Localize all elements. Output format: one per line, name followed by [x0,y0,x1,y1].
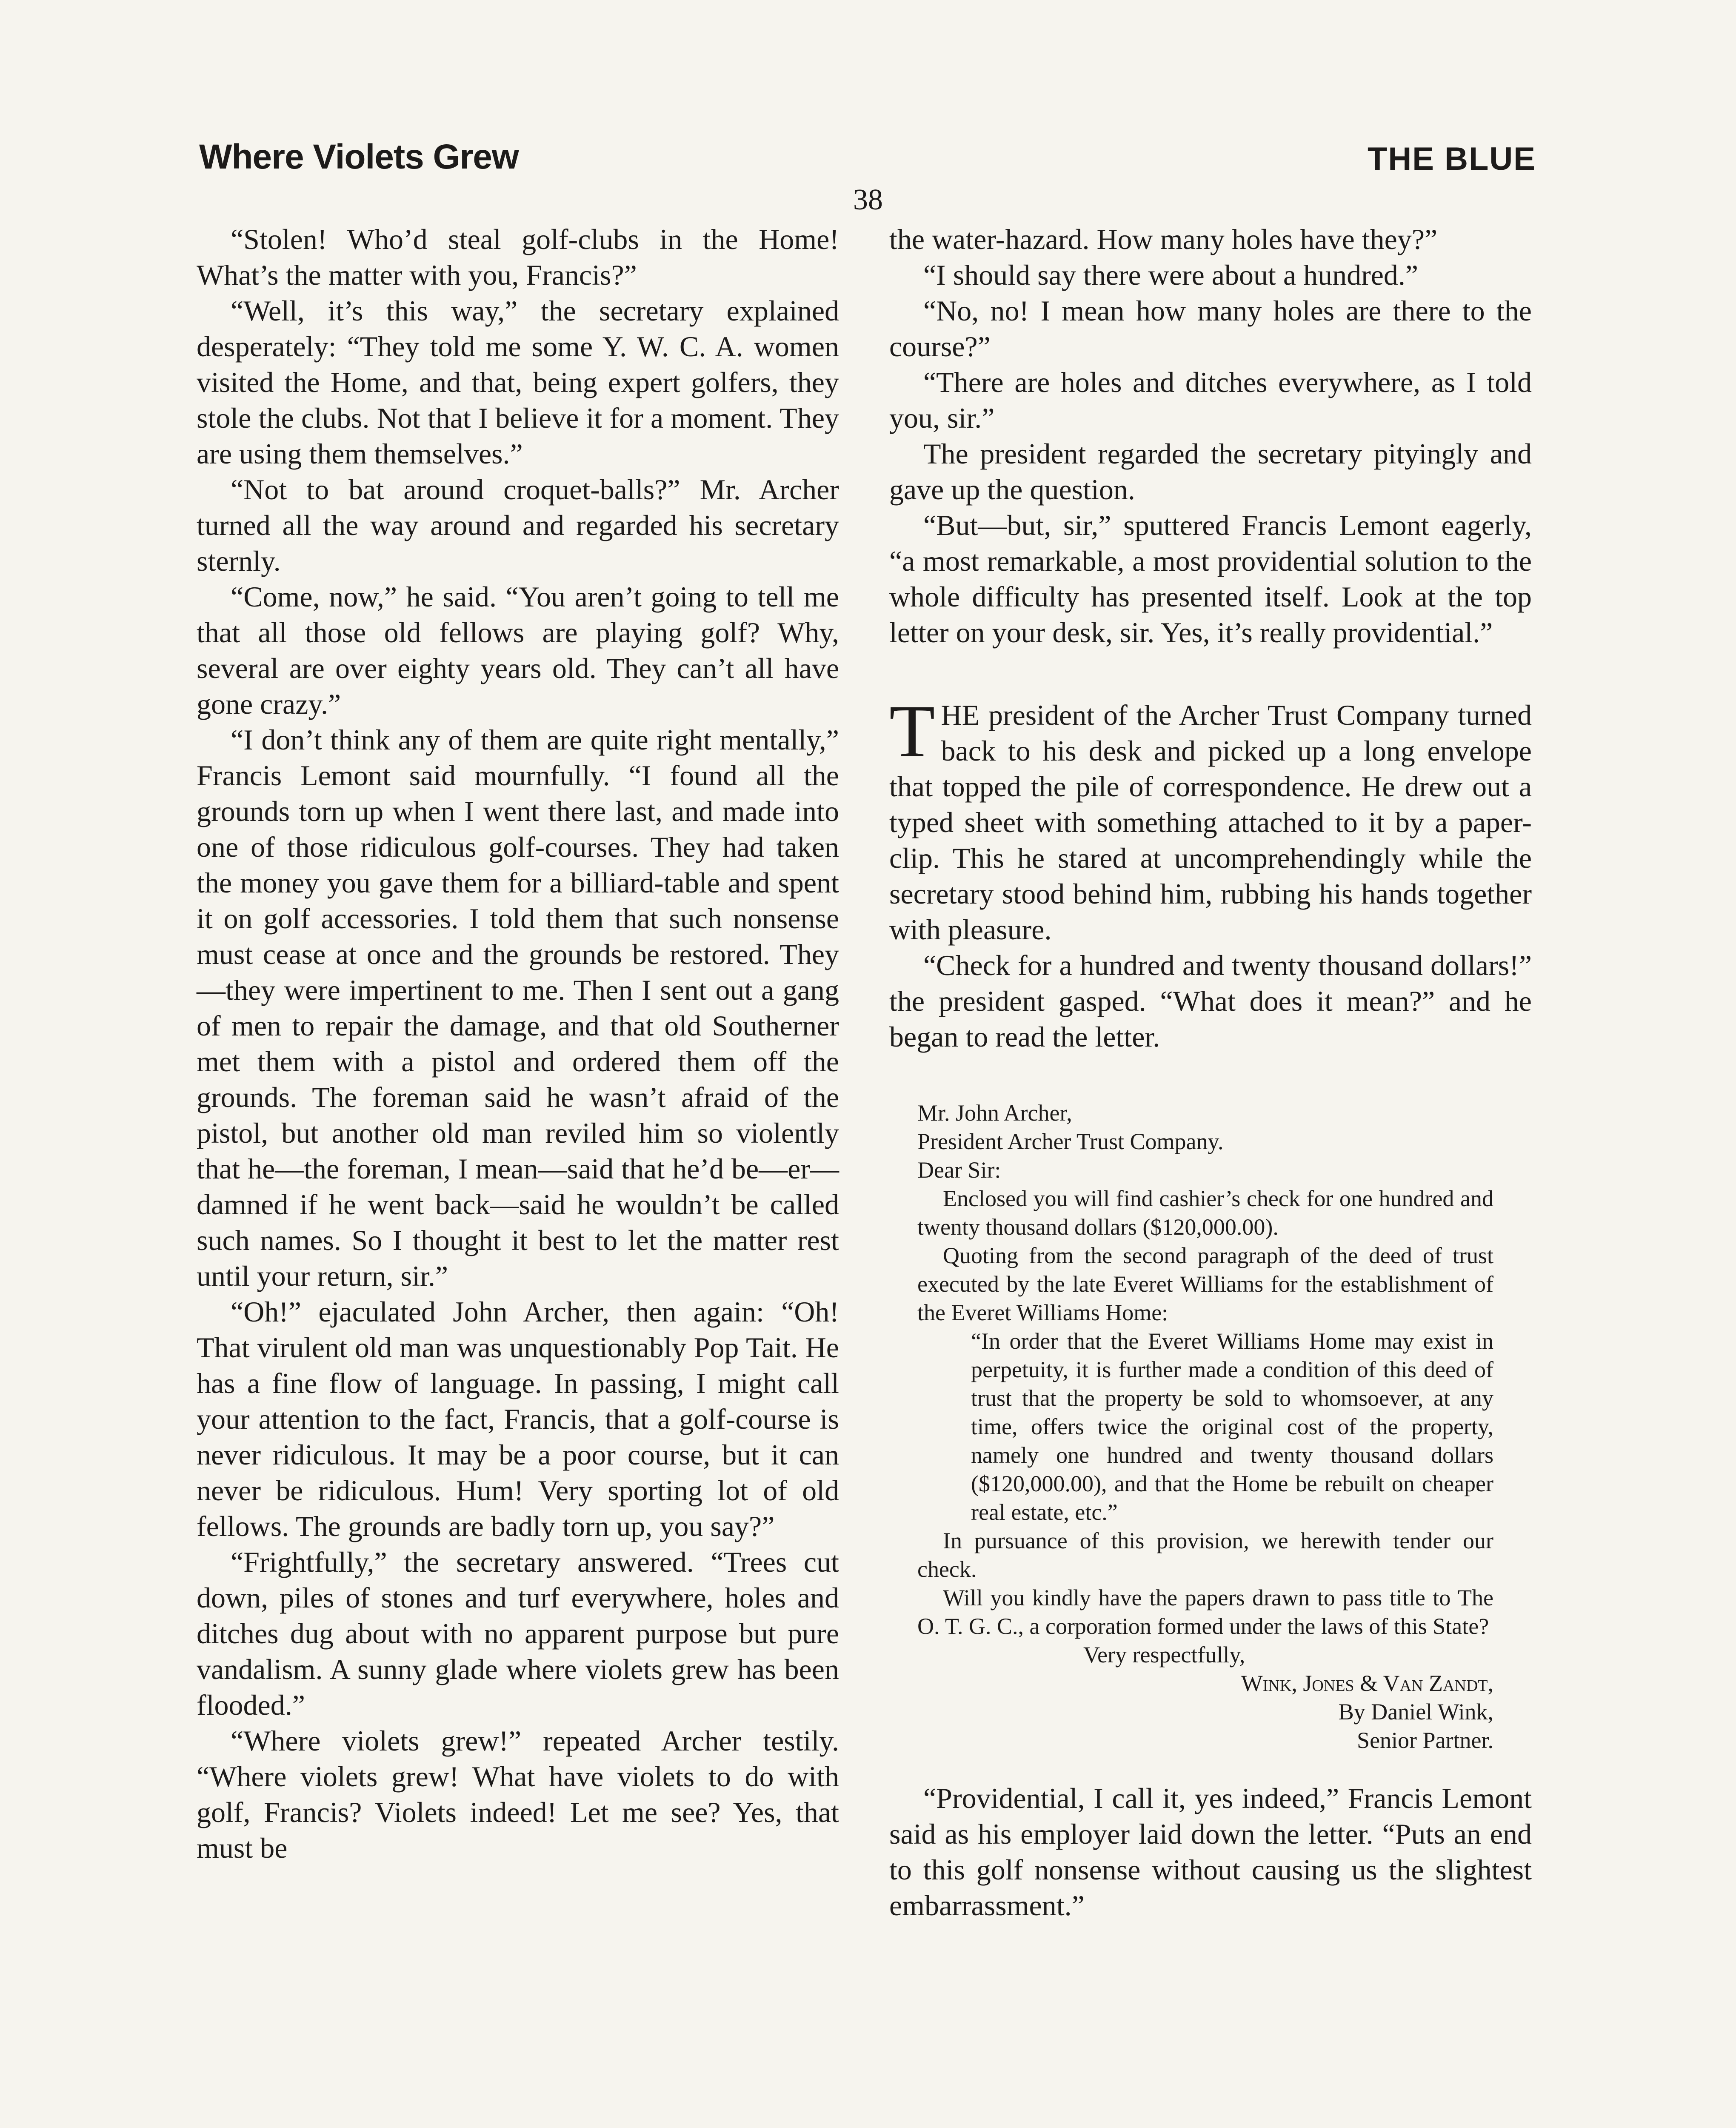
section-text: HE president of the Archer Trust Company turned back to his desk and picked up a long envelope that topped the pile of correspondence. He drew out a typed sheet with something attached to it by a paper-clip. This he stared at uncomprehendingly while the secretary stood behind him, rubbing his hands together with pleasure. [889,699,1532,946]
page-number: 38 [853,183,883,216]
letter-signer-title: Senior Partner. [1357,1728,1493,1753]
letter-paragraph: Will you kindly have the papers drawn to pass title to The O. T. G. C., a corporation formed under the laws of this State? [917,1585,1493,1639]
paragraph: The president regarded the secretary pityingly and gave up the question. [889,438,1532,506]
paragraph: the water-hazard. How many holes have they?” [889,223,1438,255]
letter-signer: By Daniel Wink, [1338,1699,1493,1725]
magazine-name: THE BLUE [1368,141,1536,177]
paragraph: “There are holes and ditches everywhere, as I told you, sir.” [889,366,1532,434]
left-column [197,221,839,1866]
paragraph: “Well, it’s this way,” the secretary explained desperately: “They told me some Y. W. C. A. women visited the Home, and that, being expert golfers, they stole the clubs. Not that I believe it for a moment. They are using them themselves.” [197,295,839,470]
story-title: Where Violets Grew [199,137,519,176]
paragraph: “No, no! I mean how many holes are there to the course?” [889,295,1532,363]
paragraph: “Frightfully,” the secretary answered. “Trees cut down, piles of stones and turf everywhere, holes and ditches dug about with no apparent purpose but pure vandalism. A sunny glade where violets grew has been flooded.” [197,1546,839,1721]
letter-closing: Very respectfully, [1083,1642,1245,1668]
paragraph: “But—but, sir,” sputtered Francis Lemont eagerly, “a most remarkable, a most providential solution to the whole difficulty has presented itself. Look at the top letter on your desk, sir. Yes, it’s really providential.” [889,509,1532,649]
letter-addressee: Mr. John Archer, [917,1100,1072,1126]
section-opening-paragraph [889,690,1532,947]
paragraph: “I should say there were about a hundred.” [923,259,1419,291]
quoted-letter [917,1099,1493,1755]
paragraph: “Oh!” ejaculated John Archer, then again: “Oh! That virulent old man was unquestionably Pop Tait. He has a fine flow of language. In passing, I might call your attention to the fact, Francis, that a golf-course is never ridiculous. It may be a poor course, but it can never be ridiculous. Hum! Very sporting lot of old fellows. The grounds are badly torn up, you say?” [197,1296,839,1542]
letter-firm: Wink, Jones & Van Zandt, [1241,1670,1493,1696]
letter-paragraph: In pursuance of this provision, we herewith tender our check. [917,1528,1493,1582]
drop-cap: T [889,690,935,773]
letter-paragraph: Quoting from the second paragraph of the deed of trust executed by the late Everet Williams for the establishment of the Everet Williams Home: [917,1243,1493,1325]
paragraph: “Where violets grew!” repeated Archer testily. “Where violets grew! What have violets to do with golf, Francis? Violets indeed! Let me see? Yes, that must be [197,1725,839,1864]
right-column [889,221,1532,1923]
letter-salutation: Dear Sir: [917,1157,1001,1183]
paragraph: “Come, now,” he said. “You aren’t going to tell me that all those old fellows are playing golf? Why, several are over eighty years old. They can’t all have gone crazy.” [197,581,839,720]
paragraph: “Stolen! Who’d steal golf-clubs in the Home! What’s the matter with you, Francis?” [197,223,839,291]
paragraph: “Not to bat around croquet-balls?” Mr. Archer turned all the way around and regarded his secretary sternly. [197,473,839,577]
letter-paragraph: Enclosed you will find cashier’s check for one hundred and twenty thousand dollars ($120,000.00). [917,1186,1493,1240]
paragraph: “Check for a hundred and twenty thousand dollars!” the president gasped. “What does it mean?” and he began to read the letter. [889,949,1532,1053]
letter-addressee-title: President Archer Trust Company. [917,1129,1224,1154]
paragraph: “Providential, I call it, yes indeed,” Francis Lemont said as his employer laid down the letter. “Puts an end to this golf nonsense without causing us the slightest embarrassment.” [889,1782,1532,1922]
letter-quotation: “In order that the Everet Williams Home may exist in perpetuity, it is further made a condition of this deed of trust that the property be sold to whomsoever, at any time, offers twice the original cost of the property, namely one hundred and twenty thousand dollars ($120,000.00), and that the Home be rebuilt on cheaper real estate, etc.” [971,1328,1493,1525]
paragraph: “I don’t think any of them are quite right mentally,” Francis Lemont said mournfully. “I found all the grounds torn up when I went there last, and made into one of those ridiculous golf-courses. They had taken the money you gave them for a billiard-table and spent it on golf accessories. I told them that such nonsense must cease at once and the grounds be restored. They—they were impertinent to me. Then I sent out a gang of men to repair the damage, and that old Southerner met them with a pistol and ordered them off the grounds. The foreman said he wasn’t afraid of the pistol, but another old man reviled him so violently that he—the foreman, I mean—said that he’d be—er—damned if he went back—said he wouldn’t be called such names. So I thought it best to let the matter rest until your return, sir.” [197,724,839,1292]
